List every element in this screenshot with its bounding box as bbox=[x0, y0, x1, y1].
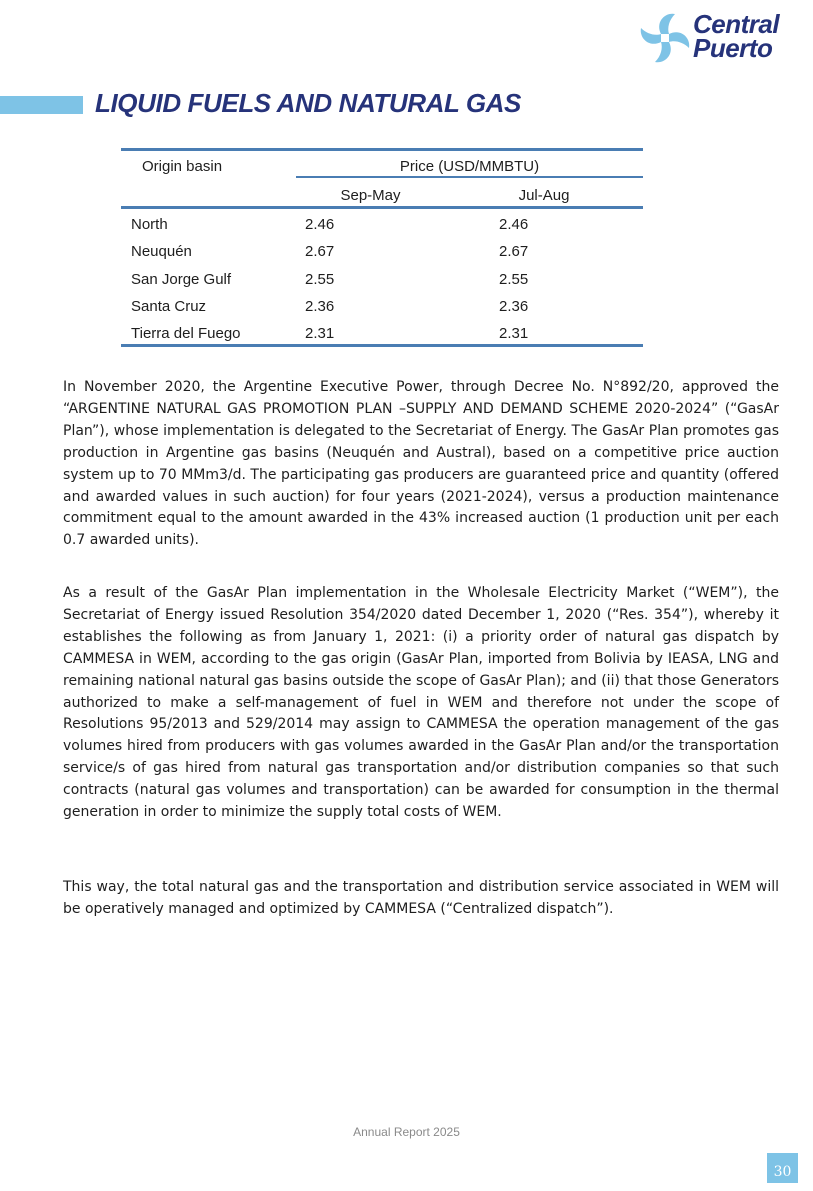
row-basin: Tierra del Fuego bbox=[131, 325, 241, 342]
row-jul-aug: 2.67 bbox=[499, 243, 529, 260]
section-title: LIQUID FUELS AND NATURAL GAS bbox=[95, 88, 521, 118]
table-bottom-rule bbox=[121, 344, 643, 347]
row-sep-may: 2.55 bbox=[305, 271, 335, 288]
row-sep-may: 2.31 bbox=[305, 325, 335, 342]
logo-line-1: Central bbox=[693, 9, 780, 39]
table-top-rule bbox=[121, 148, 643, 151]
row-basin: North bbox=[131, 216, 168, 233]
row-jul-aug: 2.31 bbox=[499, 325, 529, 342]
header-sep-may: Sep-May bbox=[340, 187, 401, 204]
footer-report-label: Annual Report 2025 bbox=[353, 1125, 460, 1139]
title-accent-bar bbox=[0, 96, 83, 114]
row-jul-aug: 2.46 bbox=[499, 216, 529, 233]
paragraph-res-354: As a result of the GasAr Plan implementation in the Wholesale Electricity Market (“WEM”), the Secretariat of Energy issued Resolution 354/2020 dated December 1, 2020 (“Res. 354”), whereby it establishes the following as from January 1, 2021: (i) a priority order of natural gas dispatch by CAMMESA in WEM, according to the gas origin (GasAr Plan, imported from Bolivia by IEASA, LNG and remaining national natural gas basins outside the scope of GasAr Plan); and (ii) that those Generators authorized to make a self-management of fuel in WEM and therefore not under the scope of Resolutions 95/2013 and 529/2014 may assign to CAMMESA the operation management of the gas volumes hired from producers with gas volumes awarded in the GasAr Plan and/or the transportation service/s of gas hired from natural gas transportation and/or distribution companies so that such contracts (natural gas volumes and transportation) can be awarded for consumption in the thermal generation in order to minimize the supply total costs of WEM. bbox=[63, 585, 779, 821]
table-header-rule bbox=[121, 206, 643, 209]
table-mid-rule bbox=[296, 176, 643, 178]
paragraph-gasar-plan: In November 2020, the Argentine Executive Power, through Decree No. N°892/20, approved the “ARGENTINE NATURAL GAS PROMOTION PLAN –SUPPLY AND DEMAND SCHEME 2020-2024” (“GasAr Plan”), whose implementation is delegated to the Secretariat of Energy. The GasAr Plan promotes gas production in Argentine gas basins (Neuquén and Austral), based on a competitive price auction system up to 70 MMm3/d. The participating gas producers are guaranteed price and quantity (offered and awarded values in such auction) for four years (2021-2024), versus a production maintenance commitment equal to the amount awarded in the 43% increased auction (1 production unit per each 0.7 awarded units). bbox=[63, 379, 779, 549]
logo-line-2: Puerto bbox=[693, 33, 773, 63]
logo-wordmark bbox=[693, 9, 780, 63]
row-sep-may: 2.36 bbox=[305, 298, 335, 315]
row-jul-aug: 2.36 bbox=[499, 298, 529, 315]
row-basin: San Jorge Gulf bbox=[131, 271, 232, 288]
page-number: 30 bbox=[767, 1153, 798, 1183]
row-sep-may: 2.67 bbox=[305, 243, 335, 260]
row-basin: Neuquén bbox=[131, 243, 192, 260]
company-logo bbox=[638, 8, 803, 68]
row-sep-may: 2.46 bbox=[305, 216, 335, 233]
header-price: Price (USD/MMBTU) bbox=[399, 158, 540, 175]
header-jul-aug: Jul-Aug bbox=[518, 187, 570, 204]
paragraph-centralized-dispatch: This way, the total natural gas and the transportation and distribution service associated in WEM will be operatively managed and optimized by CAMMESA (“Centralized dispatch”). bbox=[63, 879, 779, 917]
pinwheel-logo-icon bbox=[638, 8, 692, 68]
header-origin-basin: Origin basin bbox=[142, 158, 223, 175]
row-basin: Santa Cruz bbox=[131, 298, 207, 315]
row-jul-aug: 2.55 bbox=[499, 271, 529, 288]
